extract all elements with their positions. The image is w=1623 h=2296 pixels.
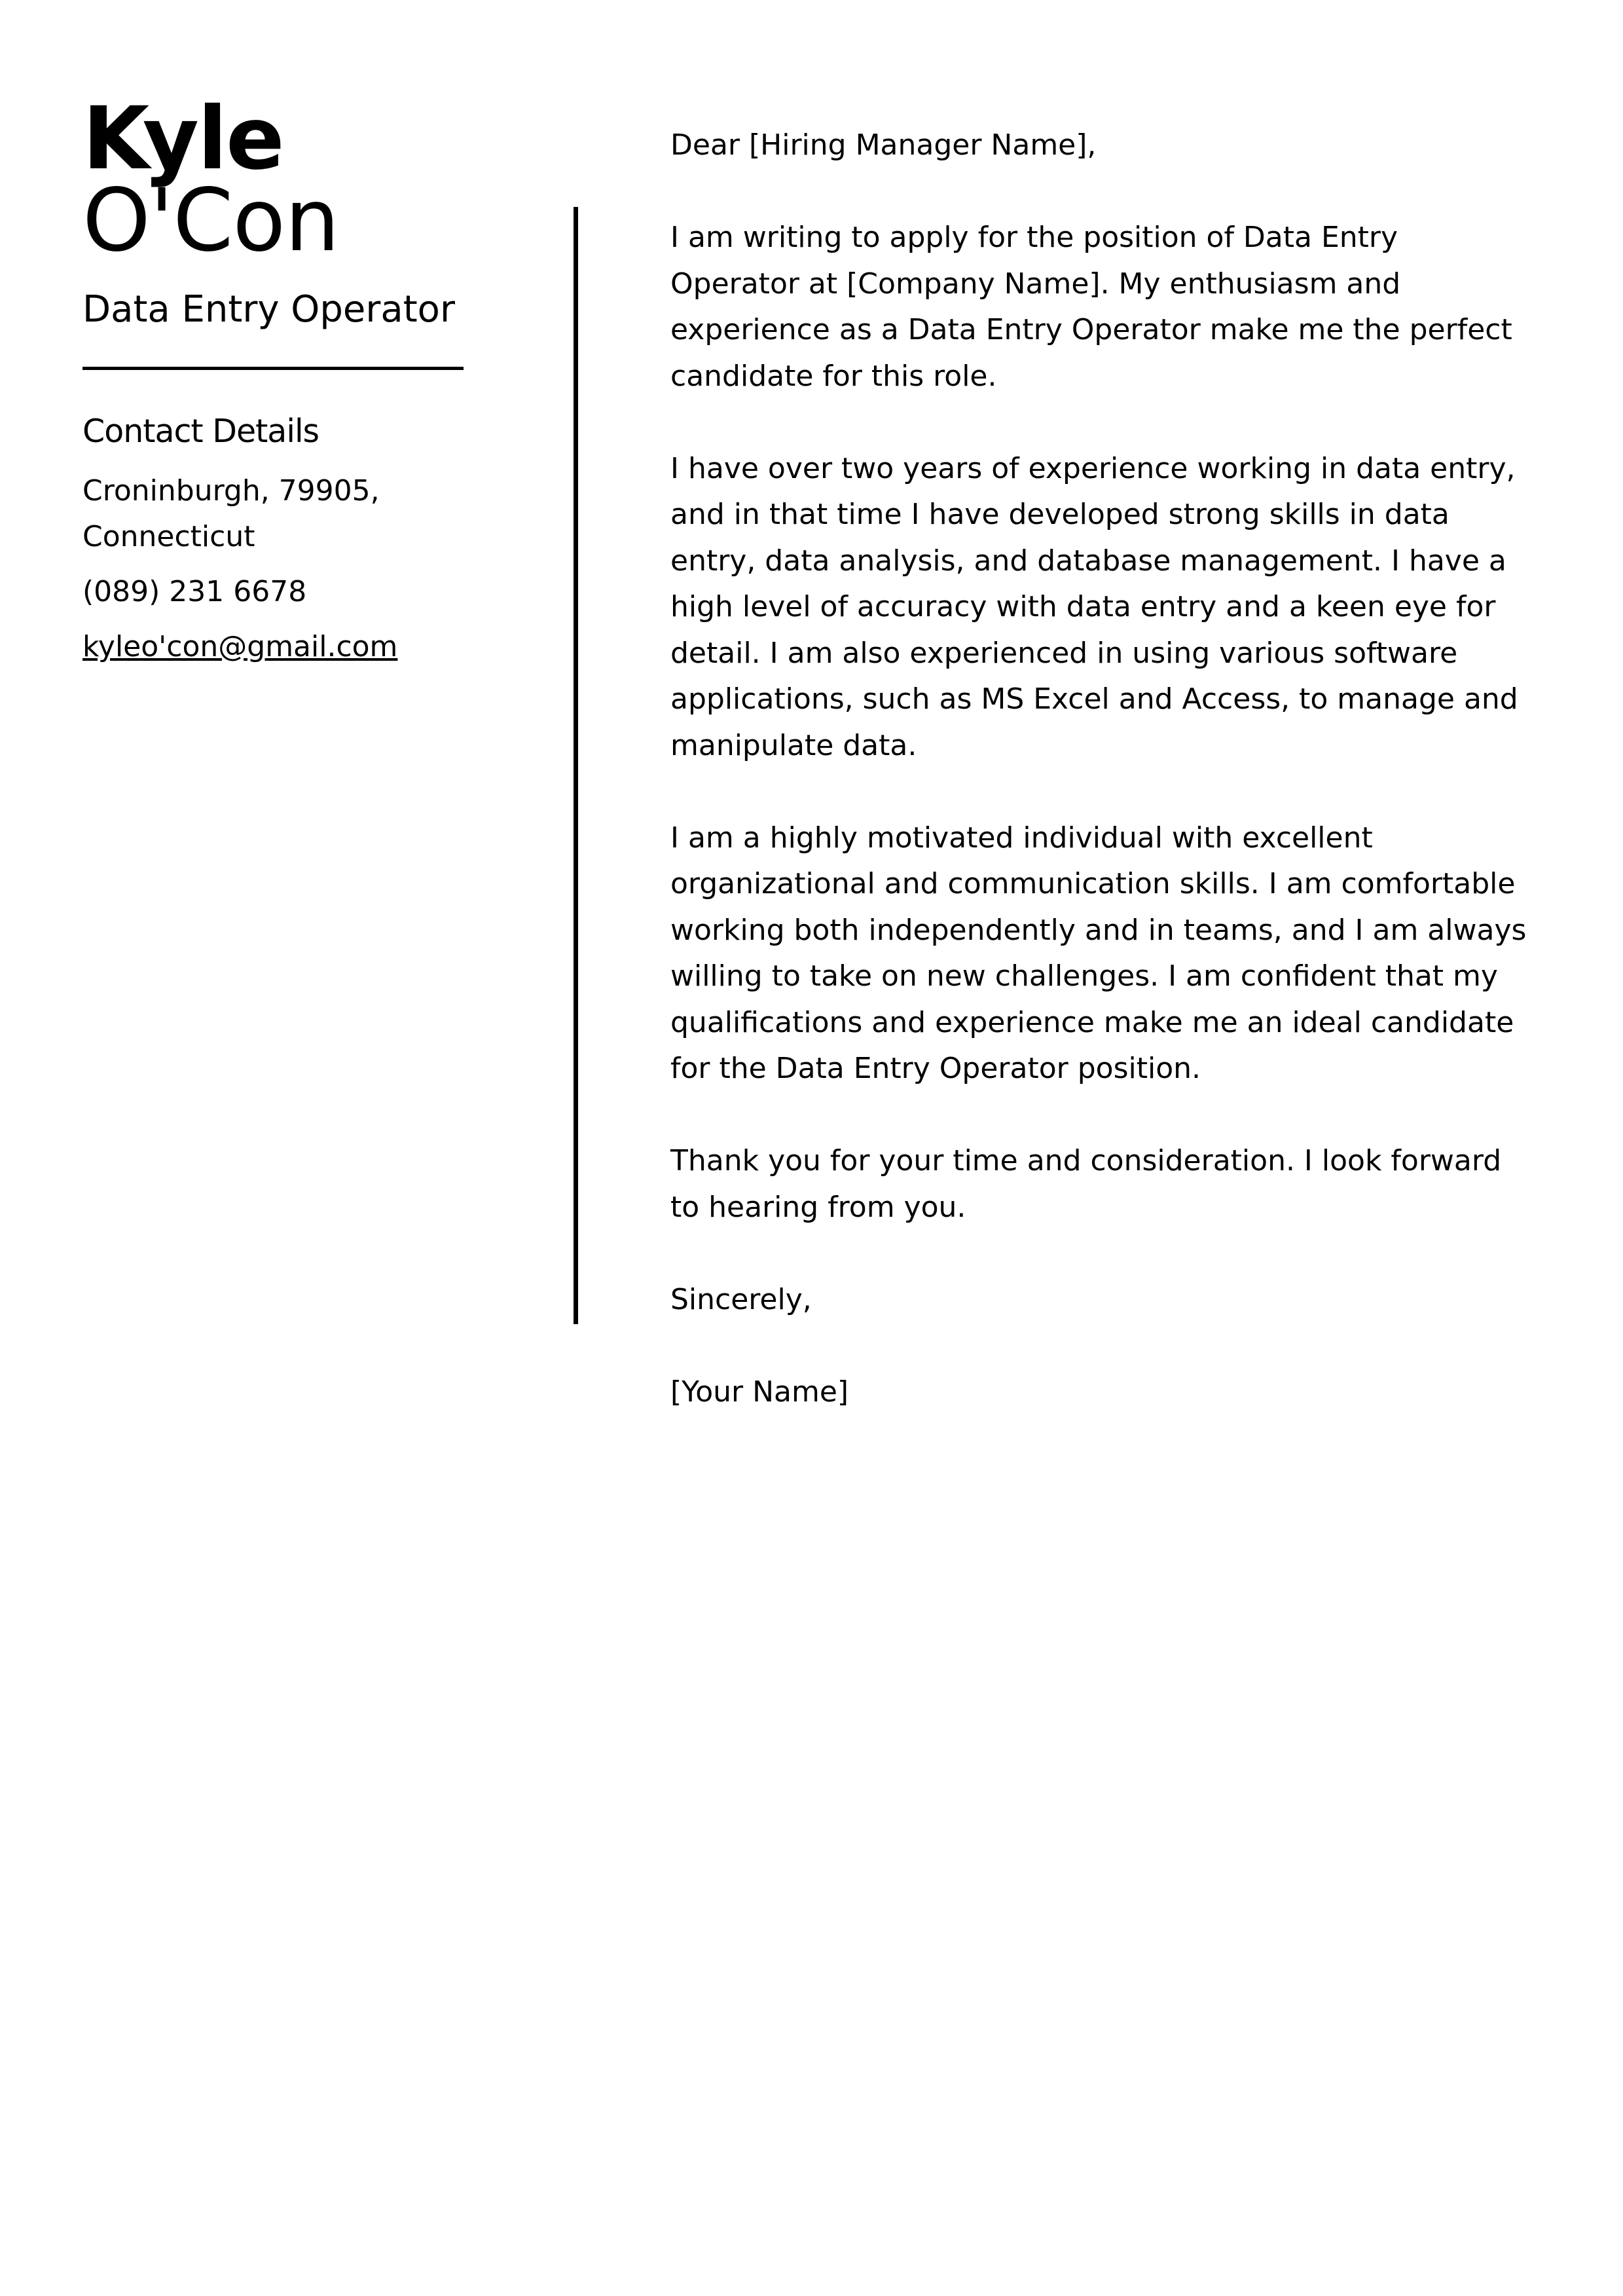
column-divider [574, 207, 578, 1324]
letter-salutation: Dear [Hiring Manager Name], [670, 128, 1097, 162]
letter-signature: [Your Name] [670, 1375, 849, 1409]
contact-email-link[interactable]: kyleo'con@gmail.com [82, 630, 398, 663]
contact-heading: Contact Details [82, 413, 319, 450]
letter-paragraph: I have over two years of experience working in data entry, and in that time I have developed strong skills in data entry, data analysis, and database management. I have a high level of accuracy with data entry and a keen eye for detail. I am also experienced in using various software applications, such as MS Excel and Access, to manage and manipulate data. [670, 451, 1518, 762]
sidebar [82, 88, 469, 670]
letter-paragraph: Thank you for your time and consideration. I look forward to hearing from you. [670, 1144, 1502, 1224]
job-title: Data Entry Operator [82, 288, 455, 331]
sidebar-divider [82, 367, 464, 370]
letter-body [670, 122, 1528, 1462]
contact-address: Croninburgh, 79905, Connecticut [82, 474, 380, 553]
first-name: Kyle [82, 88, 283, 189]
letter-closing: Sincerely, [670, 1282, 812, 1316]
contact-phone: (089) 231 6678 [82, 575, 307, 608]
letter-paragraph: I am a highly motivated individual with excellent organizational and communication skills. I am comfortable working both independently and in teams, and I am always willing to take on new challenges. I am confident that my qualifications and experience make me an ideal candidate for the Data Entry Operator position. [670, 821, 1527, 1085]
last-name: O'Con [82, 170, 339, 271]
letter-paragraph: I am writing to apply for the position of Data Entry Operator at [Company Name]. My enthusiasm and experience as a Data Entry Operator make me the perfect candidate for this role. [670, 221, 1512, 393]
